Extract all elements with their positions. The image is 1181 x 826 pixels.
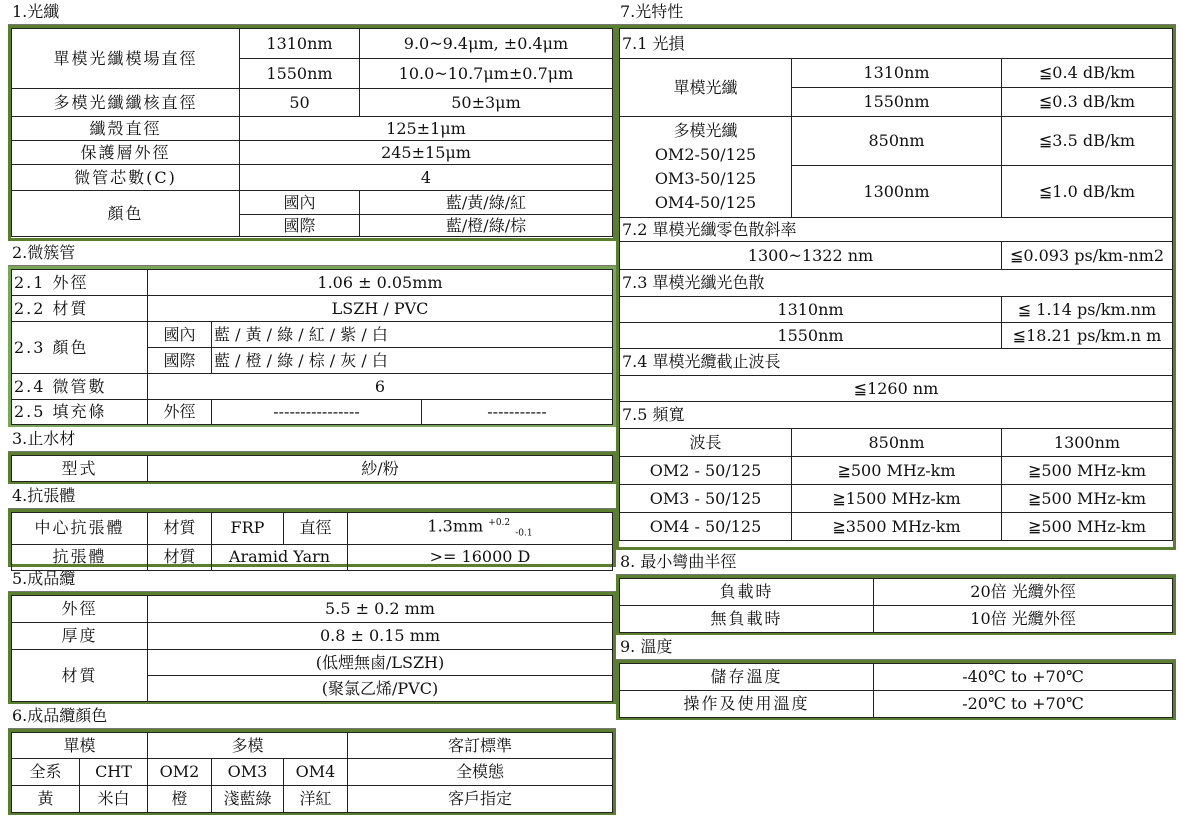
bw-om4: OM4 - 50/125 [620, 513, 792, 541]
water-type-label: 型式 [12, 456, 148, 482]
loss-sm-1310-val: ≦0.4 dB/km [1002, 59, 1173, 88]
bw-om2: OM2 - 50/125 [620, 457, 792, 485]
water-block-box [8, 452, 616, 484]
strength-box [8, 509, 616, 567]
loss-mm-850-val: ≦3.5 dB/km [1002, 117, 1173, 166]
clad-value: 125±1μm [240, 117, 613, 141]
tube-color-domestic-value: 藍 / 黃 / 綠 / 紅 / 紫 / 白 [212, 322, 613, 348]
bend-box [616, 575, 1176, 635]
cable-color-table [11, 732, 613, 813]
temp-table [619, 663, 1173, 718]
mfd-1550-val: 10.0~10.7μm±0.7μm [360, 59, 613, 89]
loss-mm-label [620, 117, 792, 218]
color-intl-value: 藍/橙/綠/棕 [360, 215, 613, 237]
cable-material-b: (聚氯乙烯/PVC) [148, 676, 613, 702]
loss-mm-850: 850nm [792, 117, 1002, 166]
strength-member-label: 抗張體 [12, 544, 148, 570]
type-om4: OM4 [284, 759, 348, 786]
cutoff-title: 7.4 單模光纜截止波長 [620, 349, 1173, 376]
bend-unloaded-label: 無負載時 [620, 606, 874, 633]
filler-value-a: ---------------- [212, 400, 422, 425]
tube-material-value: LSZH / PVC [148, 296, 613, 322]
bend-unloaded-value: 10倍 光纜外徑 [874, 606, 1173, 633]
central-material-value: FRP [212, 513, 284, 545]
type-cht: CHT [80, 759, 148, 786]
tube-od-label: 2.1 外徑 [12, 270, 148, 296]
tube-od-value: 1.06 ± 0.05mm [148, 270, 613, 296]
bw-om2-1300: ≧500 MHz-km [1002, 457, 1173, 485]
tube-count-value: 6 [148, 374, 613, 400]
color-om3: 淺藍綠 [212, 786, 284, 813]
header-multi-mode: 多模 [148, 733, 348, 759]
section-9-title: 9. 溫度 [616, 635, 1176, 660]
strength-value: >= 16000 D [348, 544, 613, 570]
clad-label: 纖殼直徑 [12, 117, 240, 141]
core-value-a: 50 [240, 89, 360, 117]
color-om2: 橙 [148, 786, 212, 813]
color-cht: 米白 [80, 786, 148, 813]
bw-om4-850: ≧3500 MHz-km [792, 513, 1002, 541]
central-diameter-main: 1.3mm [427, 516, 484, 536]
header-single-mode: 單模 [12, 733, 148, 759]
color-all: 黃 [12, 786, 80, 813]
coat-value: 245±15μm [240, 141, 613, 165]
tube-color-intl-label: 國際 [148, 348, 212, 374]
fiber-table-box [8, 25, 616, 241]
tube-color-intl-value: 藍 / 橙 / 綠 / 棕 / 灰 / 白 [212, 348, 613, 374]
dispersion-title: 7.3 單模光纖光色散 [620, 270, 1173, 297]
bw-header-850: 850nm [792, 429, 1002, 457]
temp-operating-label: 操作及使用溫度 [620, 691, 874, 718]
dispersion-1310-val: ≦ 1.14 ps/km.nm [1002, 297, 1173, 323]
water-type-value: 紗/粉 [148, 456, 613, 482]
right-column [616, 0, 1176, 720]
color-intl-label: 國際 [240, 215, 360, 237]
type-om2: OM2 [148, 759, 212, 786]
central-tol-plus: +0.2 [488, 518, 511, 528]
dispersion-1550: 1550nm [620, 323, 1002, 349]
cable-thickness-value: 0.8 ± 0.15 mm [148, 623, 613, 650]
loss-mm-line-1: 多模光纖 [673, 121, 738, 140]
section-7-title: 7.光特性 [616, 0, 1176, 25]
dispersion-1550-val: ≦18.21 ps/km.n m [1002, 323, 1173, 349]
cable-table [11, 595, 613, 702]
central-material-label: 材質 [148, 513, 212, 545]
section-5-title: 5.成品纜 [8, 567, 616, 592]
count-value: 4 [240, 165, 613, 191]
section-1-title: 1.光纖 [8, 0, 616, 25]
cable-material-label: 材質 [12, 650, 148, 702]
mfd-1310-wl: 1310nm [240, 29, 360, 59]
cable-color-box [8, 729, 616, 815]
mfd-1310-val: 9.0~9.4μm, ±0.4μm [360, 29, 613, 59]
bw-om3-1300: ≧500 MHz-km [1002, 485, 1173, 513]
dispersion-1310: 1310nm [620, 297, 1002, 323]
color-domestic-value: 藍/黃/綠/紅 [360, 191, 613, 215]
central-diameter-value [348, 513, 613, 545]
header-custom: 客訂標準 [348, 733, 613, 759]
core-label: 多模光纖纖核直徑 [12, 89, 240, 117]
fiber-table [11, 28, 613, 237]
bw-om3-850: ≧1500 MHz-km [792, 485, 1002, 513]
central-tol-minus: -0.1 [515, 528, 533, 539]
cable-od-value: 5.5 ± 0.2 mm [148, 596, 613, 623]
loss-title: 7.1 光損 [620, 29, 1173, 59]
filler-od-label: 外徑 [148, 400, 212, 425]
cable-material-a: (低煙無鹵/LSZH) [148, 650, 613, 676]
mfd-label: 單模光纖模場直徑 [12, 29, 240, 89]
bw-om2-850: ≧500 MHz-km [792, 457, 1002, 485]
mfd-1550-wl: 1550nm [240, 59, 360, 89]
loss-mm-line-3: OM3-50/125 [654, 169, 757, 188]
color-label: 顏色 [12, 191, 240, 237]
loss-sm-1310: 1310nm [792, 59, 1002, 88]
slope-value: ≦0.093 ps/km-nm2 [1002, 242, 1173, 270]
loss-mm-1300-val: ≦1.0 dB/km [1002, 166, 1173, 218]
type-om3: OM3 [212, 759, 284, 786]
cable-box [8, 592, 616, 704]
loss-sm-1550: 1550nm [792, 88, 1002, 117]
cable-thickness-label: 厚度 [12, 623, 148, 650]
color-domestic-label: 國內 [240, 191, 360, 215]
bw-om4-1300: ≧500 MHz-km [1002, 513, 1173, 541]
bend-loaded-label: 負載時 [620, 579, 874, 606]
loss-mm-line-2: OM2-50/125 [654, 145, 757, 164]
type-all: 全系 [12, 759, 80, 786]
optical-table [619, 28, 1173, 541]
strength-material-value: Aramid Yarn [212, 544, 348, 570]
bend-table [619, 578, 1173, 633]
tube-color-label: 2.3 顏色 [12, 322, 148, 374]
count-label: 微管芯數(C) [12, 165, 240, 191]
color-om4: 洋紅 [284, 786, 348, 813]
bw-om3: OM3 - 50/125 [620, 485, 792, 513]
optical-box [616, 25, 1176, 550]
temp-operating-value: -20℃ to +70℃ [874, 691, 1173, 718]
color-custom: 客戶指定 [348, 786, 613, 813]
loss-mm-line-4: OM4-50/125 [654, 193, 757, 212]
temp-storage-value: -40℃ to +70℃ [874, 664, 1173, 691]
bandwidth-title: 7.5 頻寬 [620, 402, 1173, 429]
temp-storage-label: 儲存溫度 [620, 664, 874, 691]
cutoff-value: ≦1260 nm [620, 376, 1173, 402]
slope-wavelength: 1300~1322 nm [620, 242, 1002, 270]
section-4-title: 4.抗張體 [8, 484, 616, 509]
section-8-title: 8. 最小彎曲半徑 [616, 550, 1176, 575]
strength-table [11, 512, 613, 571]
strength-material-label: 材質 [148, 544, 212, 570]
tube-count-label: 2.4 微管數 [12, 374, 148, 400]
tube-table [11, 269, 613, 425]
tube-material-label: 2.2 材質 [12, 296, 148, 322]
bw-header-1300: 1300nm [1002, 429, 1173, 457]
temp-box [616, 660, 1176, 720]
tube-table-box [8, 266, 616, 427]
section-6-title: 6.成品纜顏色 [8, 704, 616, 729]
filler-label: 2.5 填充條 [12, 400, 148, 425]
loss-sm-label: 單模光纖 [620, 59, 792, 117]
section-3-title: 3.止水材 [8, 427, 616, 452]
loss-sm-1550-val: ≦0.3 dB/km [1002, 88, 1173, 117]
central-diameter-label: 直徑 [284, 513, 348, 545]
central-member-label: 中心抗張體 [12, 513, 148, 545]
cable-od-label: 外徑 [12, 596, 148, 623]
slope-title: 7.2 單模光纖零色散斜率 [620, 218, 1173, 242]
tube-color-domestic-label: 國內 [148, 322, 212, 348]
type-all-mode: 全模態 [348, 759, 613, 786]
loss-mm-1300: 1300nm [792, 166, 1002, 218]
coat-label: 保護層外徑 [12, 141, 240, 165]
core-value-b: 50±3μm [360, 89, 613, 117]
section-2-title: 2.微簇管 [8, 241, 616, 266]
bw-header-wavelength: 波長 [620, 429, 792, 457]
left-column [8, 0, 616, 815]
water-block-table [11, 455, 613, 482]
bend-loaded-value: 20倍 光纜外徑 [874, 579, 1173, 606]
filler-value-b: ----------- [422, 400, 613, 425]
